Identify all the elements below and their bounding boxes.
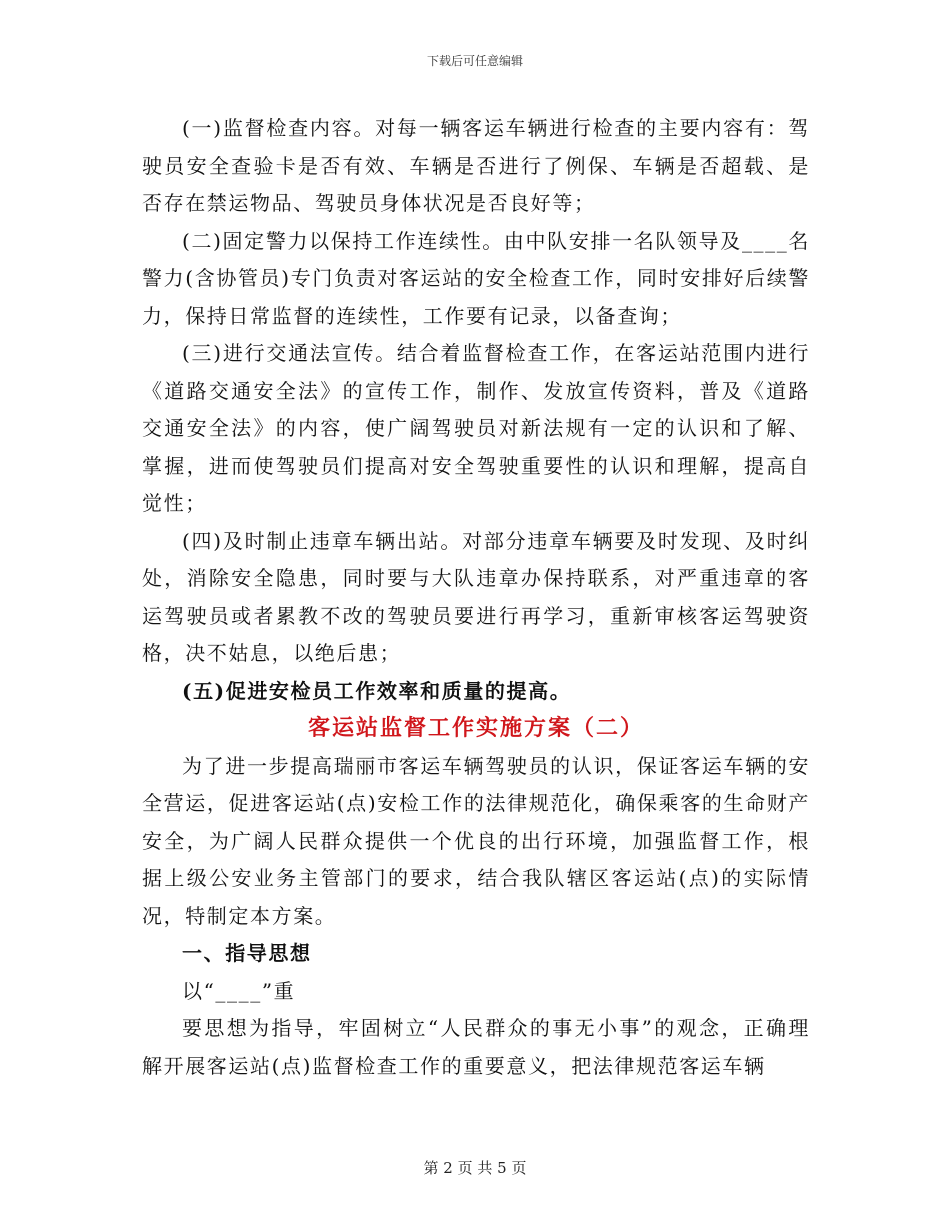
paragraph-traffic-law-publicity: (三)进行交通法宣传。结合着监督检查工作，在客运站范围内进行《道路交通安全法》的宣传工作，制作、发放宣传资料，普及《道路交通安全法》的内容，使广阔驾驶员对新法规有一定的认识和了解、掌握，进而使驾驶员们提高对安全驾驶重要性的认识和理解，提高自觉性； (142, 341, 810, 515)
document-body (142, 110, 810, 1085)
page-number: 第 2 页 共 5 页 (423, 1159, 527, 1177)
paragraph-introduction: 为了进一步提高瑞丽市客运车辆驾驶员的认识，保证客运车辆的安全营运，促进客运站(点)安检工作的法律规范化，确保乘客的生命财产安全，为广阔人民群众提供一个优良的出行环境，加强监督工作，根据上级公安业务主管部门的要求，结合我队辖区客运站(点)的实际情况，特制定本方案。 (142, 753, 810, 928)
heading-guiding-ideology: 一、指导思想 (182, 941, 312, 965)
paragraph-fixed-police-force: (二)固定警力以保持工作连续性。由中队安排一名队领导及____名警力(含协管员)专门负责对客运站的安全检查工作，同时安排好后续警力，保持日常监督的连续性，工作要有记录，以备查询； (142, 228, 810, 328)
paragraph-guiding-line-2: 要思想为指导，牢固树立“人民群众的事无小事”的观念，正确理解开展客运站(点)监督检查工作的重要意义，把法律规范客运车辆 (142, 1016, 810, 1078)
paragraph-guiding-line-1: 以“____”重 (182, 978, 296, 1003)
page-header: 下载后可任意编辑 (426, 54, 523, 68)
paragraph-inspector-efficiency: (五)促进安检员工作效率和质量的提高。 (182, 678, 572, 703)
paragraph-stop-violating-vehicles: (四)及时制止违章车辆出站。对部分违章车辆要及时发现、及时纠处，消除安全隐患，同时要与大队违章办保持联系，对严重违章的客运驾驶员或者累教不改的驾驶员要进行再学习，重新审核客运驾驶资格，决不姑息，以绝后患； (142, 528, 810, 665)
paragraph-supervision-content: (一)监督检查内容。对每一辆客运车辆进行检查的主要内容有：驾驶员安全查验卡是否有效、车辆是否进行了例保、车辆是否超载、是否存在禁运物品、驾驶员身体状况是否良好等； (142, 116, 810, 215)
section-title: 客运站监督工作实施方案（二） (307, 715, 644, 741)
